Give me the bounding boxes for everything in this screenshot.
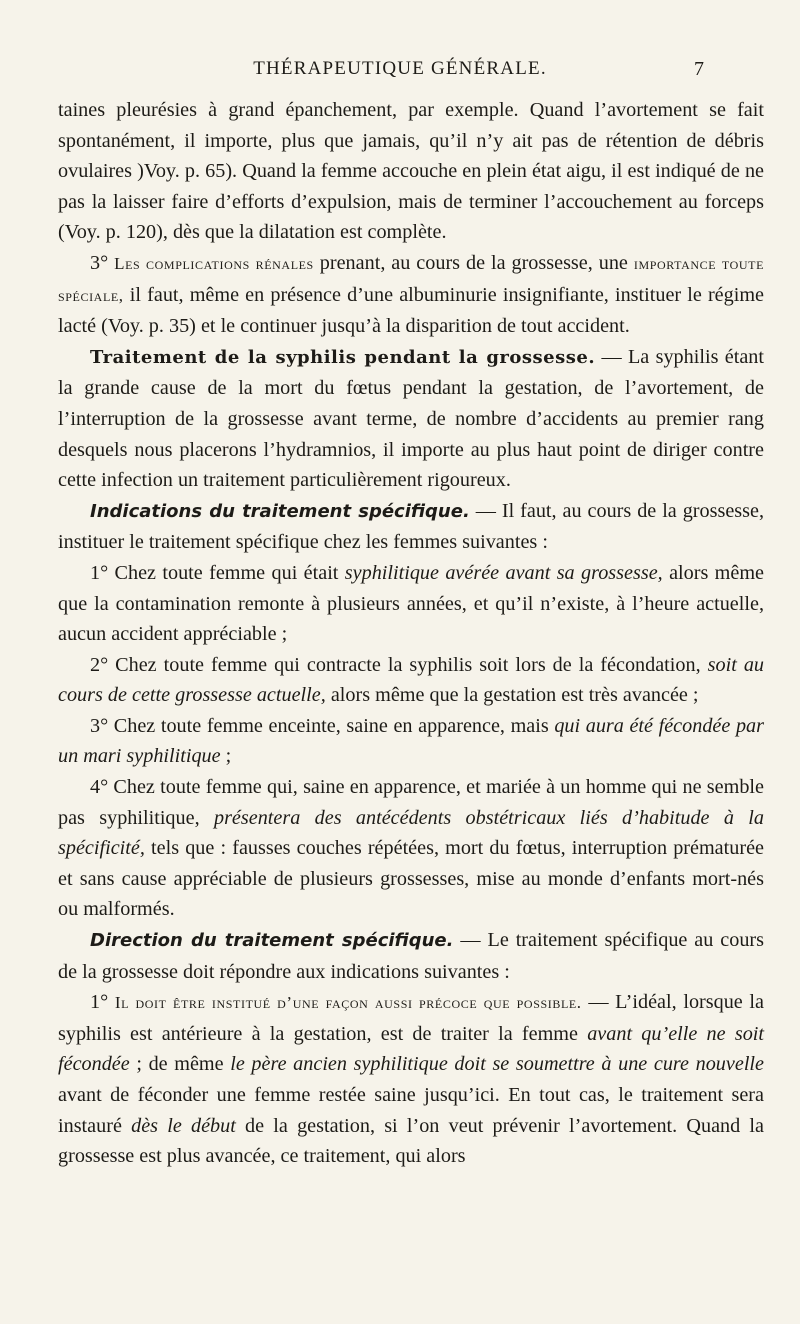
section-heading: Direction du traitement spécifique. — [90, 930, 454, 952]
section-heading: Indications du traitement spécifique. — [90, 500, 470, 522]
running-head: THÉRAPEUTIQUE GÉNÉRALE. — [253, 58, 547, 79]
italic-phrase: qui aura été fécondée par un mari syphilitique — [58, 714, 764, 768]
paragraph-text: — Le traitement spécifique au cours de la grossesse doit répondre aux indications suivantes : — [58, 929, 764, 983]
list-item-4 — [58, 772, 764, 925]
paragraph-text: tels que : fausses couches répétées, mort du fœtus, interruption prématurée et sans cause appréciable de plusieurs grossesses, mise au monde d’enfants mort-nés ou malformés. — [58, 837, 764, 921]
paragraph-continuation — [58, 95, 764, 248]
small-caps-phrase: Il doit être institué d’une façon aussi précoce que possible. — [114, 993, 582, 1013]
italic-phrase: le père ancien syphilitique doit se soumettre à une cure nouvelle — [230, 1053, 764, 1076]
italic-phrase: dès le début — [131, 1114, 236, 1137]
paragraph-text: 1° Chez toute femme qui était — [90, 561, 339, 584]
paragraph-text: alors même que la gestation est très avancée ; — [330, 684, 699, 707]
paragraph-text: 2° Chez toute femme qui contracte la syphilis soit lors de la fécondation, — [90, 653, 701, 676]
body-text — [58, 95, 764, 1172]
page-header — [0, 56, 800, 86]
paragraph-text: alors même que la contamination remonte à plusieurs années, et qu’il n’existe, à l’heure actuelle, aucun accident appréciable ; — [58, 561, 765, 646]
paragraph-text: prenant, au cours de la grossesse, une — [319, 251, 628, 274]
small-caps-phrase: importance toute spéciale, — [58, 253, 765, 305]
paragraph-text: 3° Chez toute femme enceinte, saine en apparence, mais — [90, 714, 549, 737]
paragraph-text: il faut, même en présence d’une albuminurie insignifiante, instituer le régime lacté (Voy. p. 35) et le continuer jusqu’à la disparition de tout accident. — [58, 283, 765, 338]
page-number: 7 — [694, 58, 704, 80]
list-number: 3° — [90, 251, 109, 274]
paragraph-syphilis-treatment — [58, 342, 764, 496]
paragraph-renal-complications — [58, 248, 764, 342]
paragraph-text: de la gestation, si l’on veut prévenir l’avortement. Quand la grossesse est plus avancée, ce traitement, qui alors — [58, 1114, 764, 1168]
paragraph-text: — La syphilis étant la grande cause de la mort du fœtus pendant la gestation, de l’avortement, de l’interruption de la grossesse avant terme, de nombre d’accidents au premier rang desquels nous placerons l’hydramnios, il importe au plus haut point de diriger contre cette infection un traitement particulièrement rigoureux. — [58, 345, 765, 492]
paragraph-early-treatment — [58, 987, 764, 1172]
paragraph-indications — [58, 496, 764, 558]
paragraph-direction — [58, 925, 764, 987]
small-caps-phrase: Les complications rénales — [114, 253, 314, 273]
paragraph-text: — Il faut, au cours de la grossesse, instituer le traitement spécifique chez les femmes suivantes : — [58, 499, 765, 554]
italic-phrase: avant qu’elle ne soit fécondée — [58, 1022, 765, 1076]
italic-phrase: soit au cours de cette grossesse actuelle, — [58, 653, 765, 707]
paragraph-text: ; — [225, 745, 232, 768]
paragraph-text: avant de féconder une femme restée saine jusqu’ici. En tout cas, le traitement sera instauré — [58, 1084, 764, 1137]
section-heading: Traitement de la syphilis pendant la grossesse. — [90, 346, 596, 368]
list-item-2 — [58, 650, 764, 711]
italic-phrase: présentera des antécédents obstétricaux liés d’habitude à la spécificité, — [58, 806, 764, 860]
list-item-1 — [58, 558, 764, 650]
list-item-3 — [58, 711, 764, 772]
paragraph-text: — L’idéal, lorsque la syphilis est antérieure à la gestation, est de traiter la femme — [58, 991, 765, 1045]
paragraph-text: ; de même — [136, 1053, 224, 1076]
paragraph-text: taines pleurésies à grand épanchement, par exemple. Quand l’avortement se fait spontanément, il importe, plus que jamais, qu’il n’y ait pas de rétention de débris ovulaires )Voy. p. 65). Quand la femme accouche en plein état aigu, il est indiqué de ne pas la laisser faire d’efforts d’expulsion, mais de terminer l’accouchement au forceps (Voy. p. 120), dès que la dilatation est complète. — [58, 99, 764, 244]
list-number: 1° — [90, 991, 109, 1014]
paragraph-text: 4° Chez toute femme qui, saine en apparence, et mariée à un homme qui ne semble pas syphilitique, — [58, 776, 764, 829]
italic-phrase: syphilitique avérée avant sa grossesse, — [344, 561, 663, 584]
